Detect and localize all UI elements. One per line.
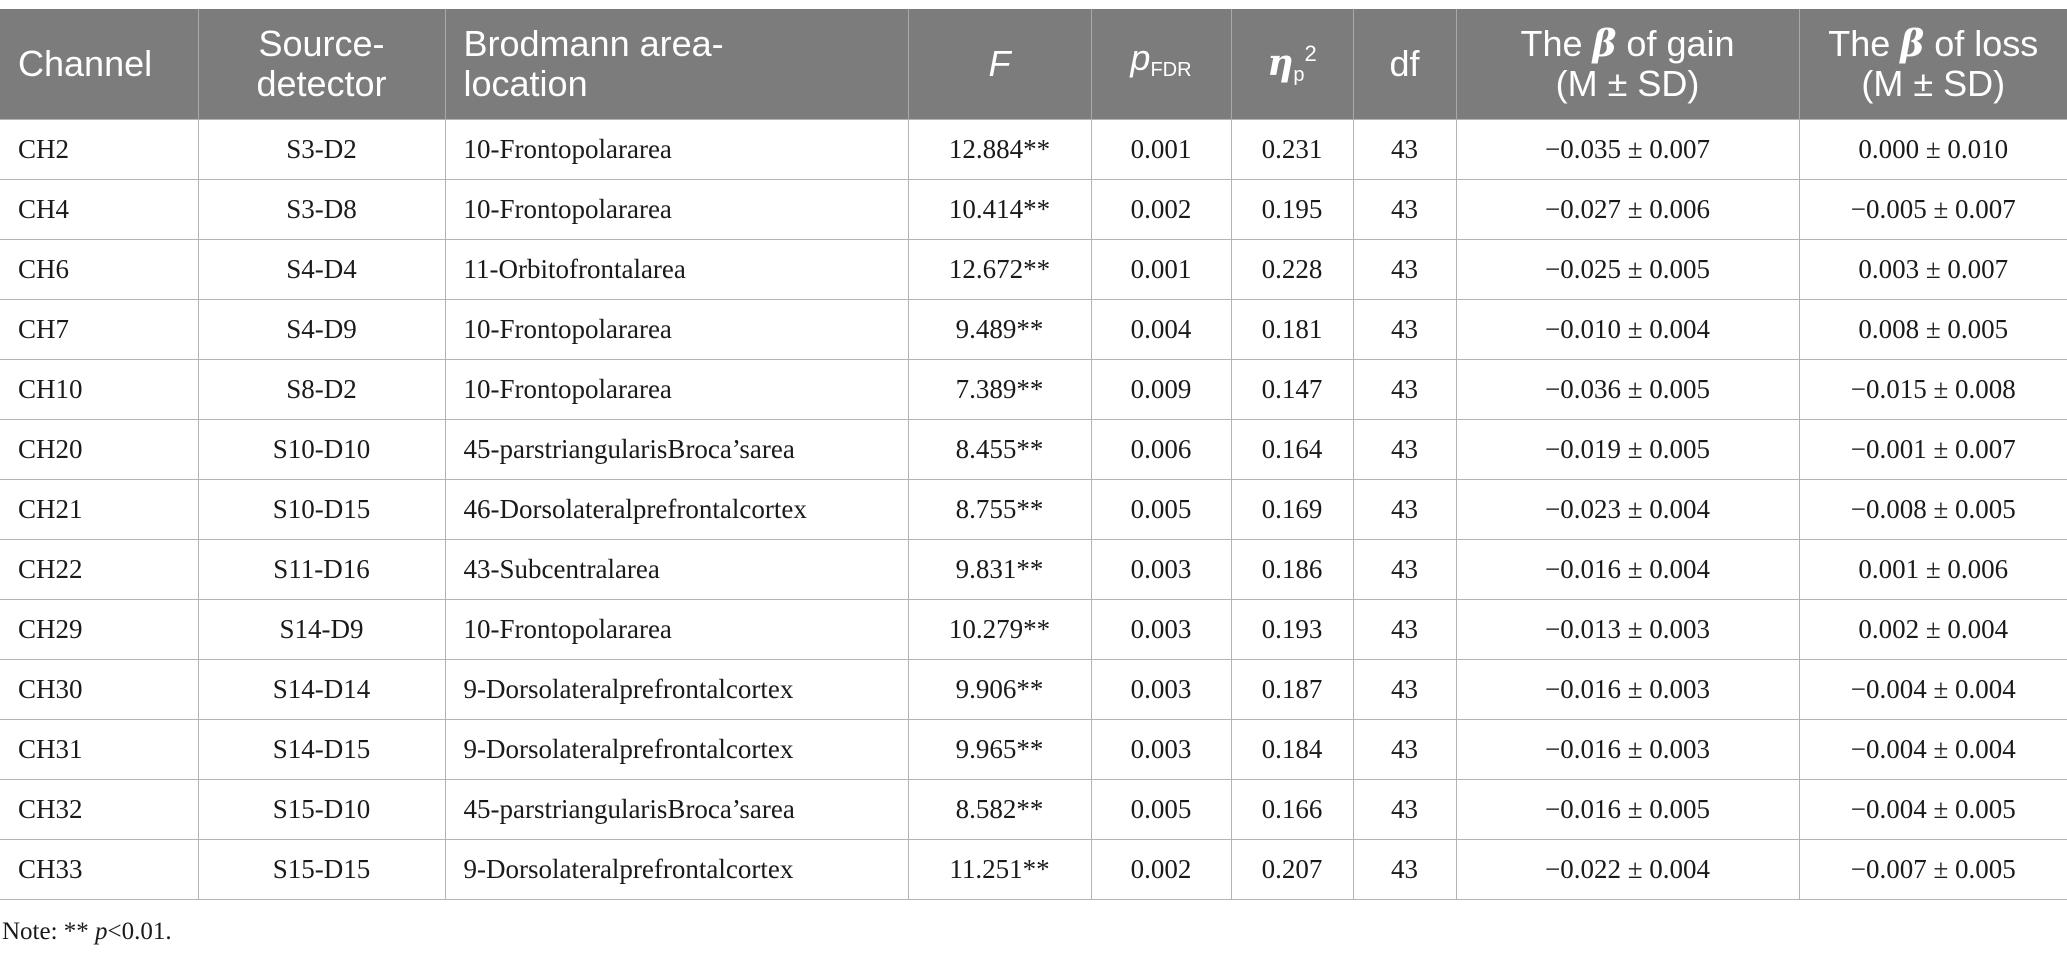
cell-source-detector: S4-D4 <box>198 240 445 300</box>
cell-eta: 0.207 <box>1231 840 1353 900</box>
table-row <box>0 780 2067 840</box>
cell-brodmann-area: 9-Dorsolateralprefrontalcortex <box>445 840 908 900</box>
header-source-detector <box>198 9 445 120</box>
table-row <box>0 300 2067 360</box>
cell-channel: CH32 <box>0 780 198 840</box>
cell-channel: CH33 <box>0 840 198 900</box>
cell-f: 12.884** <box>908 120 1091 180</box>
table-row <box>0 360 2067 420</box>
header-p-label: p <box>1130 37 1151 78</box>
cell-f: 10.279** <box>908 600 1091 660</box>
cell-beta-loss: −0.015 ± 0.008 <box>1799 360 2067 420</box>
table-row <box>0 240 2067 300</box>
note-prefix: Note: ** <box>2 918 96 945</box>
header-eta-superscript: 2 <box>1304 40 1317 66</box>
cell-eta: 0.186 <box>1231 540 1353 600</box>
cell-channel: CH6 <box>0 240 198 300</box>
header-beta-gain <box>1456 9 1799 120</box>
cell-f: 11.251** <box>908 840 1091 900</box>
cell-eta: 0.169 <box>1231 480 1353 540</box>
cell-p-fdr: 0.004 <box>1091 300 1231 360</box>
cell-source-detector: S14-D15 <box>198 720 445 780</box>
cell-p-fdr: 0.001 <box>1091 120 1231 180</box>
cell-source-detector: S10-D15 <box>198 480 445 540</box>
note-p: p <box>95 918 108 945</box>
cell-beta-loss: −0.001 ± 0.007 <box>1799 420 2067 480</box>
table-row <box>0 600 2067 660</box>
cell-df: 43 <box>1353 780 1456 840</box>
cell-source-detector: S3-D2 <box>198 120 445 180</box>
cell-beta-loss: 0.002 ± 0.004 <box>1799 600 2067 660</box>
cell-source-detector: S14-D9 <box>198 600 445 660</box>
cell-p-fdr: 0.006 <box>1091 420 1231 480</box>
cell-eta: 0.147 <box>1231 360 1353 420</box>
table-row <box>0 420 2067 480</box>
header-beta-loss-post: of loss <box>1924 23 2039 64</box>
cell-eta: 0.187 <box>1231 660 1353 720</box>
cell-df: 43 <box>1353 540 1456 600</box>
header-eta-label: η <box>1267 41 1294 84</box>
cell-source-detector: S4-D9 <box>198 300 445 360</box>
cell-beta-loss: 0.003 ± 0.007 <box>1799 240 2067 300</box>
cell-df: 43 <box>1353 420 1456 480</box>
cell-p-fdr: 0.002 <box>1091 840 1231 900</box>
cell-eta: 0.184 <box>1231 720 1353 780</box>
cell-p-fdr: 0.009 <box>1091 360 1231 420</box>
table-row <box>0 540 2067 600</box>
cell-p-fdr: 0.003 <box>1091 720 1231 780</box>
header-beta-loss <box>1799 9 2067 120</box>
cell-f: 9.831** <box>908 540 1091 600</box>
cell-f: 10.414** <box>908 180 1091 240</box>
cell-beta-loss: 0.001 ± 0.006 <box>1799 540 2067 600</box>
cell-beta-gain: −0.023 ± 0.004 <box>1456 480 1799 540</box>
cell-brodmann-area: 10-Frontopolararea <box>445 600 908 660</box>
cell-brodmann-area: 10-Frontopolararea <box>445 180 908 240</box>
table-row <box>0 720 2067 780</box>
cell-beta-gain: −0.016 ± 0.004 <box>1456 540 1799 600</box>
cell-channel: CH4 <box>0 180 198 240</box>
cell-beta-loss: −0.005 ± 0.007 <box>1799 180 2067 240</box>
cell-beta-loss: −0.004 ± 0.004 <box>1799 660 2067 720</box>
header-channel <box>0 9 198 120</box>
cell-channel: CH10 <box>0 360 198 420</box>
header-beta-gain-line2: (M ± SD) <box>1555 63 1700 104</box>
cell-df: 43 <box>1353 840 1456 900</box>
header-f <box>908 9 1091 120</box>
cell-df: 43 <box>1353 660 1456 720</box>
cell-p-fdr: 0.003 <box>1091 600 1231 660</box>
header-source-detector-line2: detector <box>256 63 387 104</box>
cell-brodmann-area: 43-Subcentralarea <box>445 540 908 600</box>
cell-source-detector: S15-D10 <box>198 780 445 840</box>
header-brodmann-line2: location <box>463 63 588 104</box>
cell-brodmann-area: 10-Frontopolararea <box>445 360 908 420</box>
cell-eta: 0.231 <box>1231 120 1353 180</box>
cell-source-detector: S3-D8 <box>198 180 445 240</box>
cell-eta: 0.228 <box>1231 240 1353 300</box>
cell-beta-loss: 0.008 ± 0.005 <box>1799 300 2067 360</box>
cell-beta-loss: −0.004 ± 0.005 <box>1799 780 2067 840</box>
cell-beta-gain: −0.035 ± 0.007 <box>1456 120 1799 180</box>
cell-brodmann-area: 46-Dorsolateralprefrontalcortex <box>445 480 908 540</box>
results-table <box>0 9 2067 900</box>
cell-f: 9.965** <box>908 720 1091 780</box>
cell-brodmann-area: 10-Frontopolararea <box>445 300 908 360</box>
cell-eta: 0.164 <box>1231 420 1353 480</box>
cell-source-detector: S11-D16 <box>198 540 445 600</box>
cell-channel: CH30 <box>0 660 198 720</box>
header-source-detector-line1: Source- <box>258 23 385 64</box>
cell-beta-loss: −0.008 ± 0.005 <box>1799 480 2067 540</box>
cell-beta-loss: −0.007 ± 0.005 <box>1799 840 2067 900</box>
header-df <box>1353 9 1456 120</box>
header-brodmann <box>445 9 908 120</box>
header-p-subscript: FDR <box>1150 59 1192 81</box>
cell-channel: CH31 <box>0 720 198 780</box>
header-eta <box>1231 9 1353 120</box>
cell-beta-gain: −0.016 ± 0.003 <box>1456 660 1799 720</box>
header-beta-gain-pre: The <box>1520 23 1593 64</box>
table-row <box>0 480 2067 540</box>
cell-source-detector: S10-D10 <box>198 420 445 480</box>
cell-p-fdr: 0.003 <box>1091 540 1231 600</box>
cell-df: 43 <box>1353 360 1456 420</box>
table-row <box>0 660 2067 720</box>
cell-df: 43 <box>1353 300 1456 360</box>
header-df-label: df <box>1389 43 1420 84</box>
cell-source-detector: S15-D15 <box>198 840 445 900</box>
cell-eta: 0.193 <box>1231 600 1353 660</box>
table-note <box>2 918 172 946</box>
header-p-fdr <box>1091 9 1231 120</box>
cell-p-fdr: 0.002 <box>1091 180 1231 240</box>
cell-source-detector: S14-D14 <box>198 660 445 720</box>
cell-channel: CH7 <box>0 300 198 360</box>
cell-beta-loss: −0.004 ± 0.004 <box>1799 720 2067 780</box>
cell-df: 43 <box>1353 480 1456 540</box>
cell-brodmann-area: 45-parstriangularisBroca’sarea <box>445 420 908 480</box>
cell-p-fdr: 0.003 <box>1091 660 1231 720</box>
header-brodmann-line1: Brodmann area- <box>463 23 724 64</box>
cell-eta: 0.166 <box>1231 780 1353 840</box>
cell-channel: CH29 <box>0 600 198 660</box>
cell-f: 12.672** <box>908 240 1091 300</box>
cell-source-detector: S8-D2 <box>198 360 445 420</box>
header-row <box>0 9 2067 120</box>
cell-df: 43 <box>1353 240 1456 300</box>
header-beta-loss-symbol: β <box>1900 23 1925 65</box>
header-beta-gain-symbol: β <box>1592 23 1617 65</box>
cell-f: 9.906** <box>908 660 1091 720</box>
header-beta-loss-line2: (M ± SD) <box>1861 63 2006 104</box>
header-beta-loss-pre: The <box>1828 23 1901 64</box>
cell-brodmann-area: 9-Dorsolateralprefrontalcortex <box>445 720 908 780</box>
cell-beta-gain: −0.016 ± 0.003 <box>1456 720 1799 780</box>
cell-beta-gain: −0.036 ± 0.005 <box>1456 360 1799 420</box>
cell-p-fdr: 0.001 <box>1091 240 1231 300</box>
cell-beta-gain: −0.027 ± 0.006 <box>1456 180 1799 240</box>
cell-brodmann-area: 10-Frontopolararea <box>445 120 908 180</box>
cell-beta-gain: −0.025 ± 0.005 <box>1456 240 1799 300</box>
cell-beta-gain: −0.013 ± 0.003 <box>1456 600 1799 660</box>
cell-eta: 0.181 <box>1231 300 1353 360</box>
cell-f: 8.455** <box>908 420 1091 480</box>
cell-p-fdr: 0.005 <box>1091 480 1231 540</box>
header-eta-subscript: p <box>1293 63 1305 86</box>
cell-beta-gain: −0.016 ± 0.005 <box>1456 780 1799 840</box>
cell-f: 8.582** <box>908 780 1091 840</box>
cell-df: 43 <box>1353 720 1456 780</box>
header-beta-gain-post: of gain <box>1616 23 1735 64</box>
header-f-label: F <box>988 43 1011 84</box>
cell-brodmann-area: 11-Orbitofrontalarea <box>445 240 908 300</box>
cell-brodmann-area: 45-parstriangularisBroca’sarea <box>445 780 908 840</box>
cell-channel: CH22 <box>0 540 198 600</box>
table-body <box>0 120 2067 900</box>
cell-eta: 0.195 <box>1231 180 1353 240</box>
cell-df: 43 <box>1353 600 1456 660</box>
cell-beta-gain: −0.019 ± 0.005 <box>1456 420 1799 480</box>
table-row <box>0 180 2067 240</box>
cell-df: 43 <box>1353 180 1456 240</box>
cell-beta-gain: −0.022 ± 0.004 <box>1456 840 1799 900</box>
results-table-container <box>0 9 2067 900</box>
note-suffix: <0.01. <box>107 918 172 945</box>
cell-beta-gain: −0.010 ± 0.004 <box>1456 300 1799 360</box>
cell-p-fdr: 0.005 <box>1091 780 1231 840</box>
cell-beta-loss: 0.000 ± 0.010 <box>1799 120 2067 180</box>
header-channel-label: Channel <box>18 43 153 84</box>
cell-channel: CH2 <box>0 120 198 180</box>
cell-f: 8.755** <box>908 480 1091 540</box>
cell-channel: CH20 <box>0 420 198 480</box>
cell-df: 43 <box>1353 120 1456 180</box>
cell-f: 9.489** <box>908 300 1091 360</box>
table-row <box>0 120 2067 180</box>
cell-brodmann-area: 9-Dorsolateralprefrontalcortex <box>445 660 908 720</box>
cell-f: 7.389** <box>908 360 1091 420</box>
table-row <box>0 840 2067 900</box>
cell-channel: CH21 <box>0 480 198 540</box>
